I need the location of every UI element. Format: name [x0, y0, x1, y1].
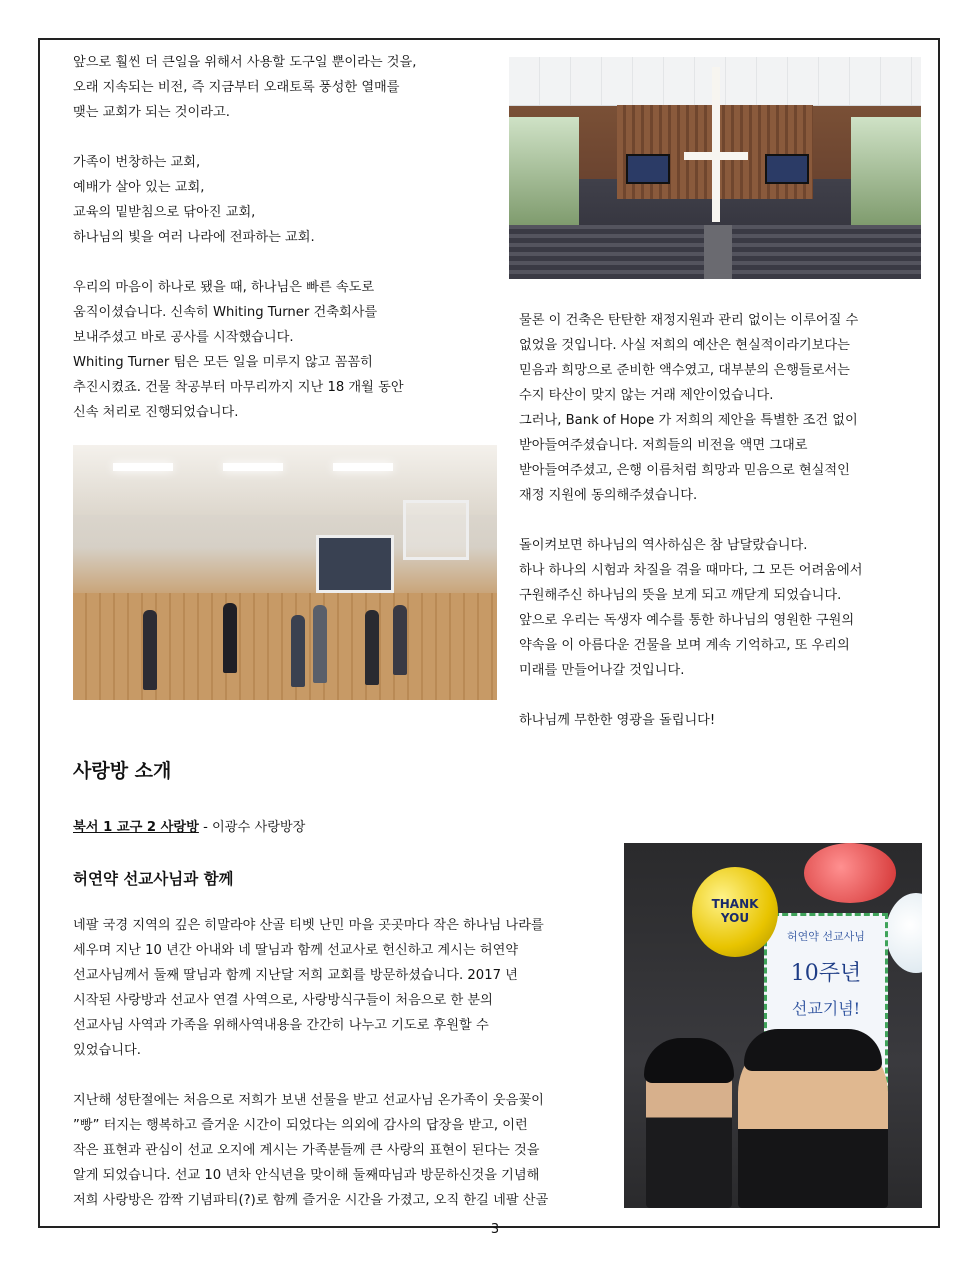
- text-line: 돌이켜보면 하나님의 역사하심은 참 남달랐습니다.: [519, 538, 808, 553]
- balloon-text: THANK YOU: [711, 897, 759, 925]
- paragraph: [73, 50, 493, 125]
- text-line: 선교사님 사역과 가족을 위해사역내용을 간간히 나누고 기도로 후원할 수: [73, 1018, 489, 1033]
- text-line: ”빵” 터지는 행복하고 즐거운 시간이 되었다는 의외에 감사의 답장을 받고, 이런: [73, 1118, 528, 1133]
- text-line: 재정 지원에 동의해주셨습니다.: [519, 488, 698, 503]
- text-line: 선교사님께서 둘째 딸님과 함께 지난달 저희 교회를 방문하셨습니다. 2017 년: [73, 968, 518, 983]
- text-line: 약속을 이 아름다운 건물을 보며 계속 기억하고, 또 우리의: [519, 638, 850, 653]
- group-separator: -: [198, 820, 213, 835]
- text-line: Whiting Turner 팀은 모든 일을 미루지 않고 꼼꼼히: [73, 355, 373, 370]
- paragraph: [519, 533, 919, 683]
- poster-line-3: 선교기념!: [791, 999, 861, 1018]
- text-line: 지난해 성탄절에는 처음으로 저희가 보낸 선물을 받고 선교사님 온가족이 웃음꽃이: [73, 1093, 544, 1108]
- paragraph: [73, 1088, 613, 1213]
- text-line: 맺는 교회가 되는 것이라고.: [73, 105, 230, 120]
- sanctuary-photo: [509, 57, 921, 279]
- paragraph: [519, 308, 919, 508]
- right-top-text: [519, 308, 919, 733]
- left-top-text: [73, 50, 493, 425]
- poster-line-1: 허연약 선교사님: [787, 930, 865, 943]
- section-title: 사랑방 소개: [73, 760, 172, 782]
- gymnasium-photo: [73, 445, 497, 700]
- text-line: 시작된 사랑방과 선교사 연결 사역으로, 사랑방식구들이 처음으로 한 분의: [73, 993, 493, 1008]
- group-leader: 이광수 사랑방장: [212, 820, 306, 835]
- text-line: 저희 사랑방은 깜짝 기념파티(?)로 함께 즐거운 시간을 가졌고, 오직 한길 네팔 산골: [73, 1193, 549, 1208]
- text-line: 오래 지속되는 비전, 즉 지금부터 오래토록 풍성한 열매를: [73, 80, 400, 95]
- text-line: 작은 표현과 관심이 선교 오지에 계시는 가족분들께 큰 사랑의 표현이 된다는 것을: [73, 1143, 540, 1158]
- text-line: 앞으로 훨씬 더 큰일을 위해서 사용할 도구일 뿐이라는 것을,: [73, 55, 417, 70]
- text-line: 가족이 번창하는 교회,: [73, 155, 201, 170]
- bottom-text: [73, 913, 613, 1213]
- text-line: 수지 타산이 맞지 않는 거래 제안이었습니다.: [519, 388, 774, 403]
- text-line: 세우며 지난 10 년간 아내와 네 딸님과 함께 선교사로 헌신하고 계시는 허연약: [73, 943, 519, 958]
- text-line: 우리의 마음이 하나로 됐을 때, 하나님은 빠른 속도로: [73, 280, 375, 295]
- text-line: 미래를 만들어나갈 것입니다.: [519, 663, 685, 678]
- text-line: 보내주셨고 바로 공사를 시작했습니다.: [73, 330, 294, 345]
- text-line: 있었습니다.: [73, 1043, 141, 1058]
- article-subtitle: 허연약 선교사님과 함께: [73, 870, 234, 888]
- text-line: 하나님의 빛을 여러 나라에 전파하는 교회.: [73, 230, 315, 245]
- text-line: 추진시켰죠. 건물 착공부터 마무리까지 지난 18 개월 동안: [73, 380, 404, 395]
- poster-line-2: 10주년: [790, 961, 862, 986]
- paragraph: [73, 913, 613, 1063]
- text-line: 교육의 밑받침으로 닦아진 교회,: [73, 205, 256, 220]
- text-line: 신속 처리로 진행되었습니다.: [73, 405, 239, 420]
- page-number: 3: [490, 1222, 500, 1237]
- text-line: 받아들여주셨고, 은행 이름처럼 희망과 믿음으로 현실적인: [519, 463, 850, 478]
- party-photo: [624, 843, 922, 1208]
- group-label: 북서 1 교구 2 사랑방: [73, 820, 199, 835]
- text-line: 알게 되었습니다. 선교 10 년차 안식년을 맞이해 둘째따님과 방문하신것을 기념해: [73, 1168, 540, 1183]
- text-line: 없었을 것입니다. 사실 저희의 예산은 현실적이라기보다는: [519, 338, 850, 353]
- text-line: 예배가 살아 있는 교회,: [73, 180, 205, 195]
- text-line: 움직이셨습니다. 신속히 Whiting Turner 건축회사를: [73, 305, 378, 320]
- text-line: 네팔 국경 지역의 깊은 히말라야 산골 티벳 난민 마을 곳곳마다 작은 하나님 나라를: [73, 918, 544, 933]
- thank-you-balloon: [692, 867, 778, 957]
- text-line: 믿음과 희망으로 준비한 액수였고, 대부분의 은행들로서는: [519, 363, 850, 378]
- paragraph: [519, 708, 919, 733]
- paragraph: [73, 275, 493, 425]
- text-line: 앞으로 우리는 독생자 예수를 통한 하나님의 영원한 구원의: [519, 613, 855, 628]
- text-line: 하나님께 무한한 영광을 돌립니다!: [519, 713, 716, 728]
- group-line: [73, 817, 305, 839]
- text-line: 그러나, Bank of Hope 가 저희의 제안을 특별한 조건 없이: [519, 413, 858, 428]
- text-line: 물론 이 건축은 탄탄한 재정지원과 관리 없이는 이루어질 수: [519, 313, 859, 328]
- text-line: 하나 하나의 시험과 차질을 겪을 때마다, 그 모든 어려움에서: [519, 563, 863, 578]
- text-line: 받아들여주셨습니다. 저희들의 비전을 액면 그대로: [519, 438, 808, 453]
- text-line: 구원해주신 하나님의 뜻을 보게 되고 깨닫게 되었습니다.: [519, 588, 842, 603]
- paragraph: [73, 150, 493, 250]
